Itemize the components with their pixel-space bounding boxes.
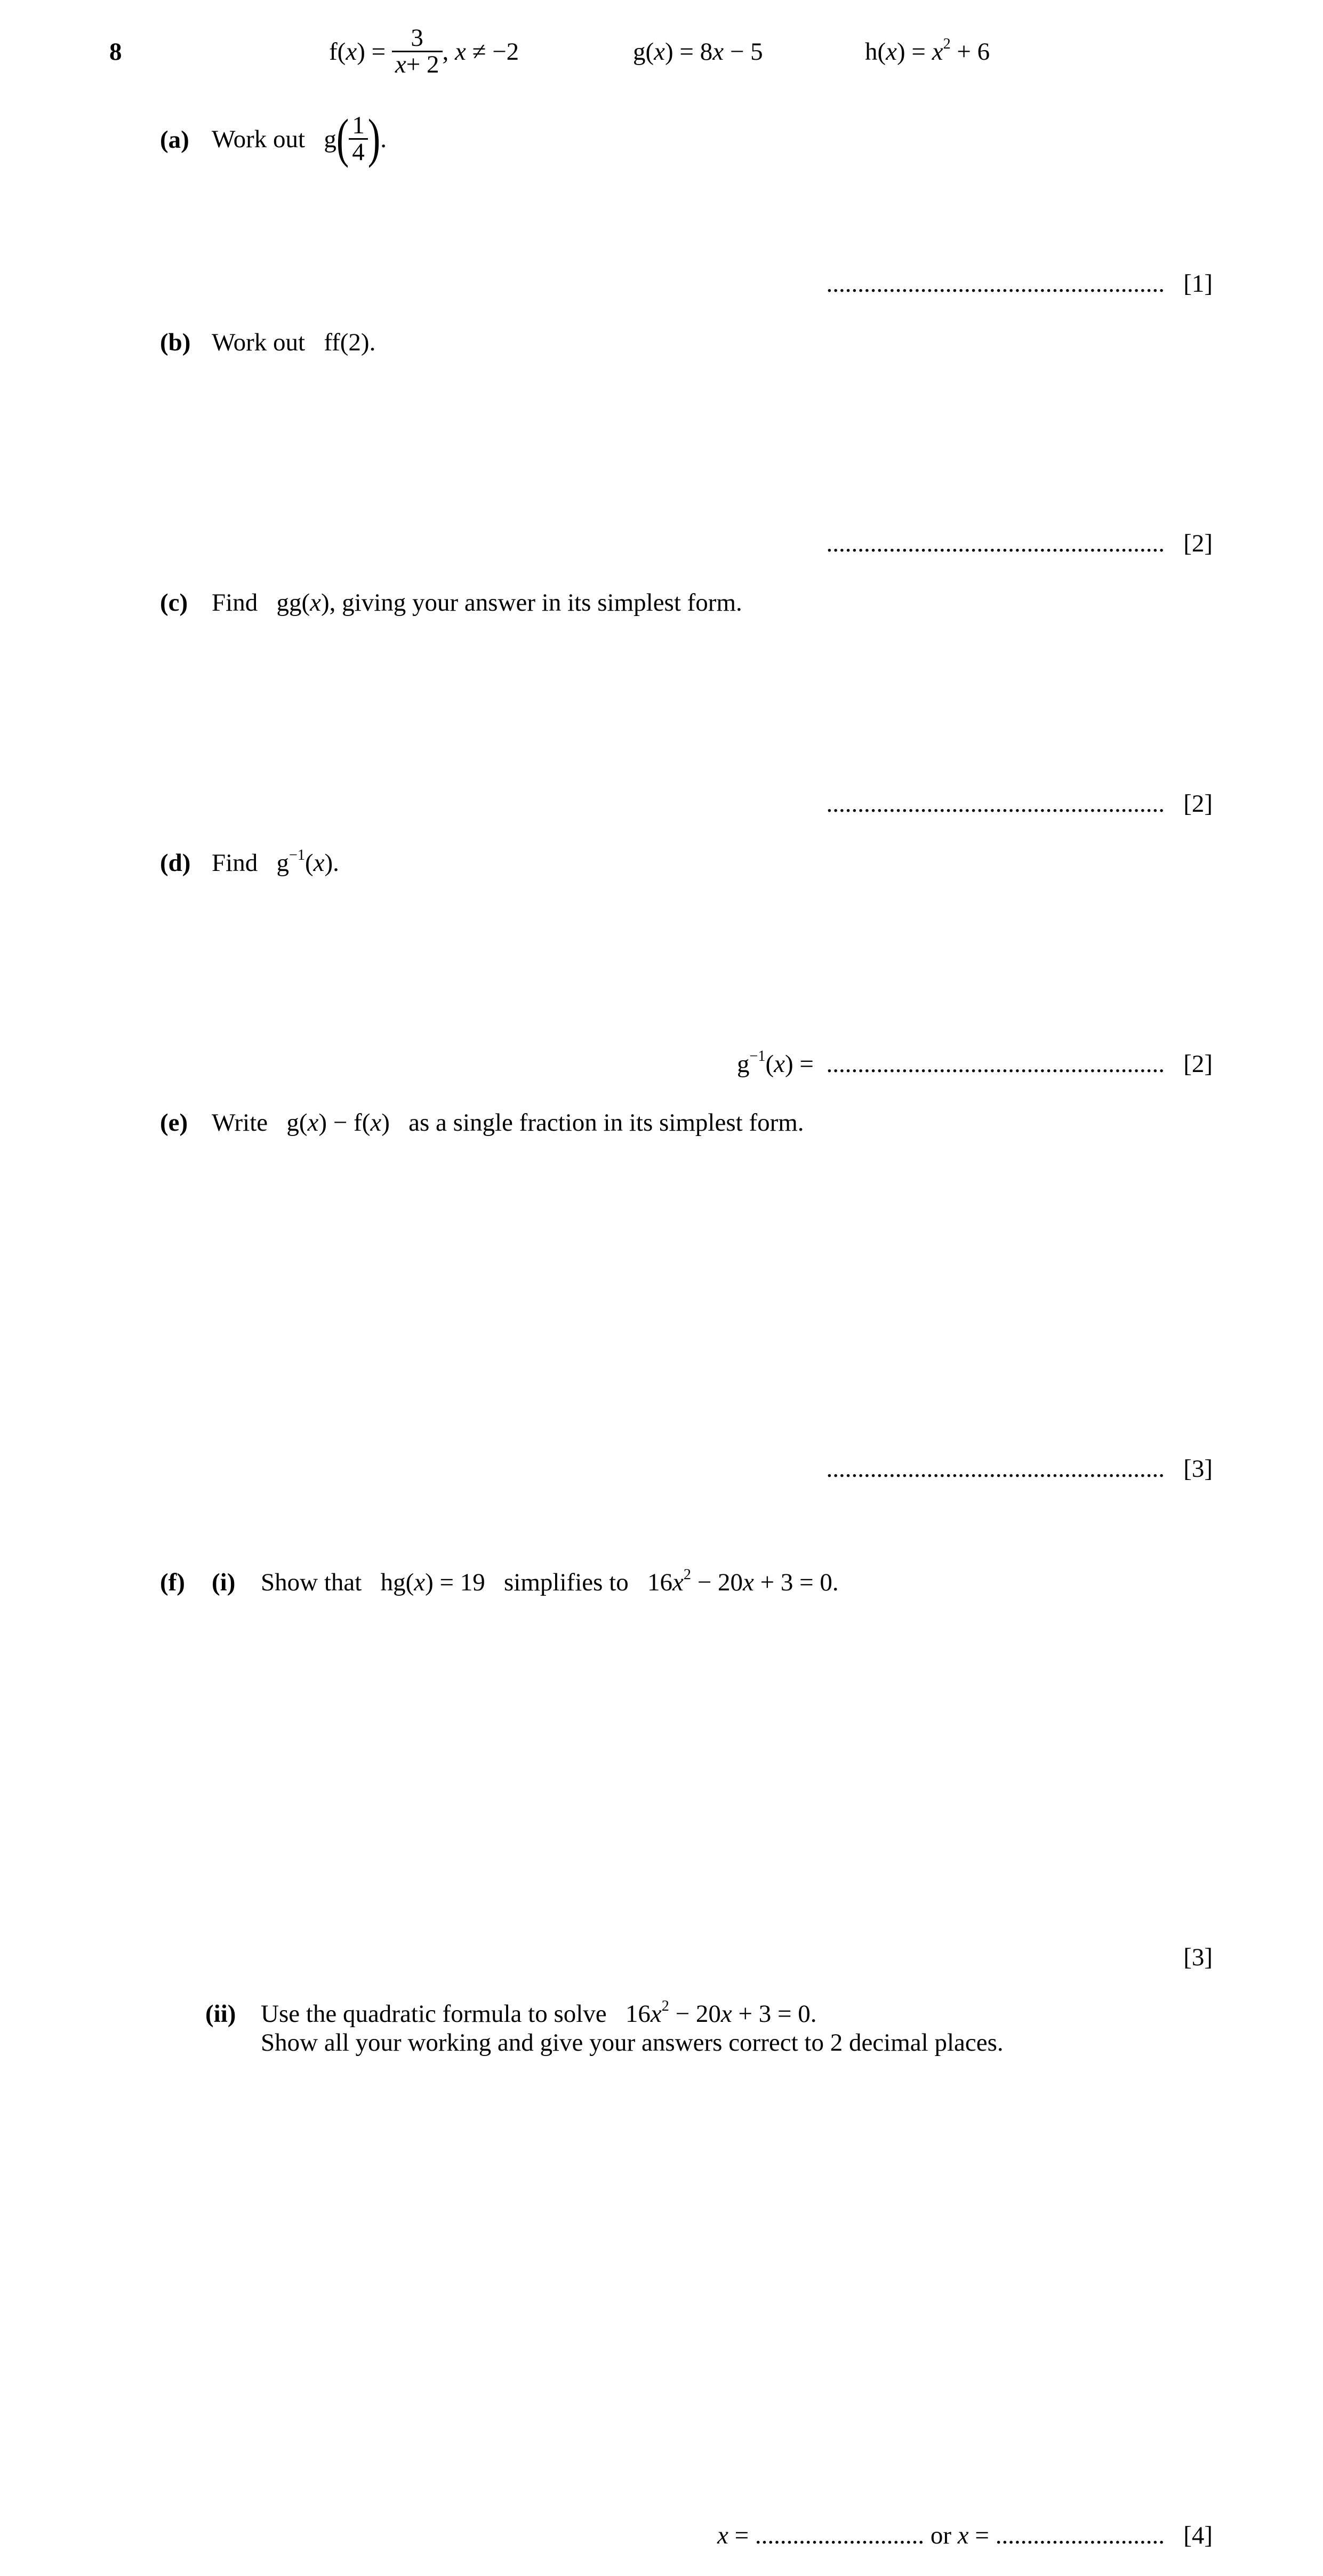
part-f-i-expr-a: hg( [380, 1569, 414, 1596]
part-a-prompt [212, 108, 387, 169]
part-d-ans-a: g [736, 1050, 750, 1078]
part-f-ii-marks: [4] [1183, 2522, 1213, 2549]
f-cond-var: x [455, 37, 466, 66]
function-f-definition [329, 26, 519, 77]
part-f-i-eq-c: + 3 = 0. [753, 1569, 839, 1596]
part-f-i-eq-b: − 20 [691, 1569, 743, 1596]
f-numerator: 3 [411, 24, 423, 52]
question-number: 8 [109, 38, 122, 66]
part-d-sup: −1 [288, 846, 305, 863]
part-d-answer-line[interactable]: ...................................................... [826, 1050, 1165, 1078]
part-c-prompt [212, 588, 742, 617]
g-text-a: g( [633, 38, 654, 66]
part-c-text: Find [212, 589, 258, 617]
part-f-ii-prompt [261, 1999, 817, 2028]
part-f-i-prompt [261, 1568, 839, 1597]
g-var: x [654, 38, 665, 66]
part-f-i-expr-b: ) = 19 [425, 1569, 485, 1596]
f-eq: ) = [357, 37, 386, 66]
h-text-b: ) = [897, 38, 932, 66]
part-a-text: Work out [212, 125, 306, 153]
f-fraction [392, 26, 443, 77]
part-b-text: Work out [212, 329, 306, 356]
part-e-text-end: as a single fraction in its simplest form. [408, 1109, 804, 1137]
f-lhs-text: f( [329, 37, 346, 66]
part-c-label: (c) [160, 589, 188, 617]
part-d-ans-sup: −1 [749, 1047, 766, 1065]
part-d-expr-a: g [276, 849, 289, 877]
part-f-ii-answer-row [717, 2521, 1213, 2550]
f-den-var: x [395, 51, 406, 78]
part-f-ii-ans-eq2: = [968, 2522, 996, 2549]
part-f-i-marks: [3] [1183, 1943, 1213, 1971]
part-f-ii-eq-b: − 20 [669, 2000, 721, 2028]
f-condition [443, 37, 519, 66]
h-text-c: + 6 [950, 38, 990, 66]
g-text-c: − 5 [724, 38, 763, 66]
part-f-ii-ans-var2: x [957, 2522, 969, 2549]
part-e-var2: x [370, 1109, 382, 1137]
part-e-var: x [307, 1109, 319, 1137]
h-sup: 2 [943, 35, 951, 52]
part-d-var: x [313, 849, 325, 877]
part-e-marks: [3] [1183, 1455, 1213, 1483]
part-a-answer-line[interactable]: ...................................................... [826, 270, 1165, 298]
part-d-ans-b: ( [765, 1050, 774, 1078]
part-a-marks: [1] [1183, 270, 1213, 298]
part-d-label: (d) [160, 849, 191, 877]
part-f-i-text-a: Show that [261, 1569, 362, 1596]
part-e-expr-a: g( [286, 1109, 308, 1137]
part-e-answer-row [826, 1454, 1213, 1483]
g-text-b: ) = 8 [665, 38, 713, 66]
part-f-i-label: (i) [212, 1569, 236, 1596]
f-den-rest: + 2 [406, 51, 439, 78]
part-f-i-var: x [414, 1569, 426, 1596]
part-f-label: (f) [160, 1569, 185, 1596]
part-f-i-eq-a: 16 [647, 1569, 672, 1596]
part-f-ii-eq-c: + 3 = 0. [732, 2000, 817, 2028]
f-cond-rest: ≠ −2 [472, 37, 519, 66]
part-e-label: (e) [160, 1109, 188, 1137]
h-var2: x [932, 38, 943, 66]
right-paren: ) [367, 108, 381, 169]
f-cond-comma: , [442, 37, 449, 66]
part-f-ii-instruction: Show all your working and give your answers correct to 2 decimal places. [261, 2029, 1004, 2057]
part-c-expr-b: ), giving your answer in its simplest form. [320, 589, 742, 617]
part-f-ii-eq-var: x [650, 2000, 662, 2028]
h-var: x [886, 38, 897, 66]
part-f-ii-text-a: Use the quadratic formula to solve [261, 2000, 607, 2028]
part-d-prompt [212, 846, 339, 877]
f-var: x [346, 37, 357, 66]
h-text-a: h( [865, 38, 886, 66]
part-d-text: Find [212, 849, 258, 877]
part-f-ii-eq-a: 16 [625, 2000, 651, 2028]
part-a-end: . [380, 125, 387, 153]
part-d-expr-b: ( [304, 849, 314, 877]
part-b-marks: [2] [1183, 530, 1213, 557]
part-d-expr-c: ). [324, 849, 339, 877]
part-b-answer-row [826, 529, 1213, 558]
part-c-answer-row [826, 789, 1213, 818]
part-f-ii-ans-or: or [924, 2522, 958, 2549]
part-b-answer-line[interactable]: ...................................................... [826, 530, 1165, 557]
part-f-i-eq-sup: 2 [683, 1566, 691, 1583]
g-var2: x [712, 38, 724, 66]
part-a-answer-row [826, 269, 1213, 298]
part-c-answer-line[interactable]: ...................................................... [826, 790, 1165, 818]
part-f-ii-eq-var2: x [720, 2000, 732, 2028]
part-c-marks: [2] [1183, 790, 1213, 818]
part-e-answer-line[interactable]: ...................................................... [826, 1455, 1165, 1483]
left-paren: ( [336, 108, 349, 169]
part-d-answer-row [736, 1047, 1213, 1078]
f-lhs [329, 37, 386, 66]
part-e-expr-c: ) [381, 1109, 390, 1137]
function-h-definition [865, 37, 990, 66]
part-b-expr: ff(2). [324, 329, 376, 356]
part-c-expr-a: gg( [276, 589, 310, 617]
part-a-denominator: 4 [349, 138, 368, 165]
part-e-text: Write [212, 1109, 268, 1137]
part-c-var: x [310, 589, 321, 617]
part-f-i-eq-var: x [672, 1569, 684, 1596]
part-a-label: (a) [160, 126, 189, 154]
part-a-fn: g [324, 125, 336, 153]
function-g-definition [633, 37, 763, 66]
part-d-ans-c: ) = [785, 1050, 814, 1078]
part-f-ii-ans-var: x [717, 2522, 728, 2549]
part-b-prompt [212, 328, 375, 357]
part-f-i-marks-row [1183, 1943, 1213, 1972]
part-f-ii-label: (ii) [205, 2000, 236, 2028]
part-d-ans-var: x [774, 1050, 785, 1078]
part-d-marks: [2] [1183, 1050, 1213, 1078]
part-f-i-text-b: simplifies to [504, 1569, 629, 1596]
part-e-prompt [212, 1108, 804, 1137]
part-f-ii-eq-sup: 2 [661, 1997, 669, 2014]
part-b-label: (b) [160, 329, 191, 356]
part-f-ii-answer-line-2[interactable]: ........................... [995, 2522, 1165, 2549]
part-f-ii-answer-line-1[interactable]: ........................... [755, 2522, 925, 2549]
f-denominator [392, 51, 443, 77]
part-f-ii-ans-eq: = [728, 2522, 755, 2549]
part-f-i-eq-var2: x [742, 1569, 754, 1596]
part-a-numerator: 1 [352, 111, 365, 139]
part-a-fraction [349, 113, 368, 165]
part-e-expr-b: ) − f( [318, 1109, 371, 1137]
